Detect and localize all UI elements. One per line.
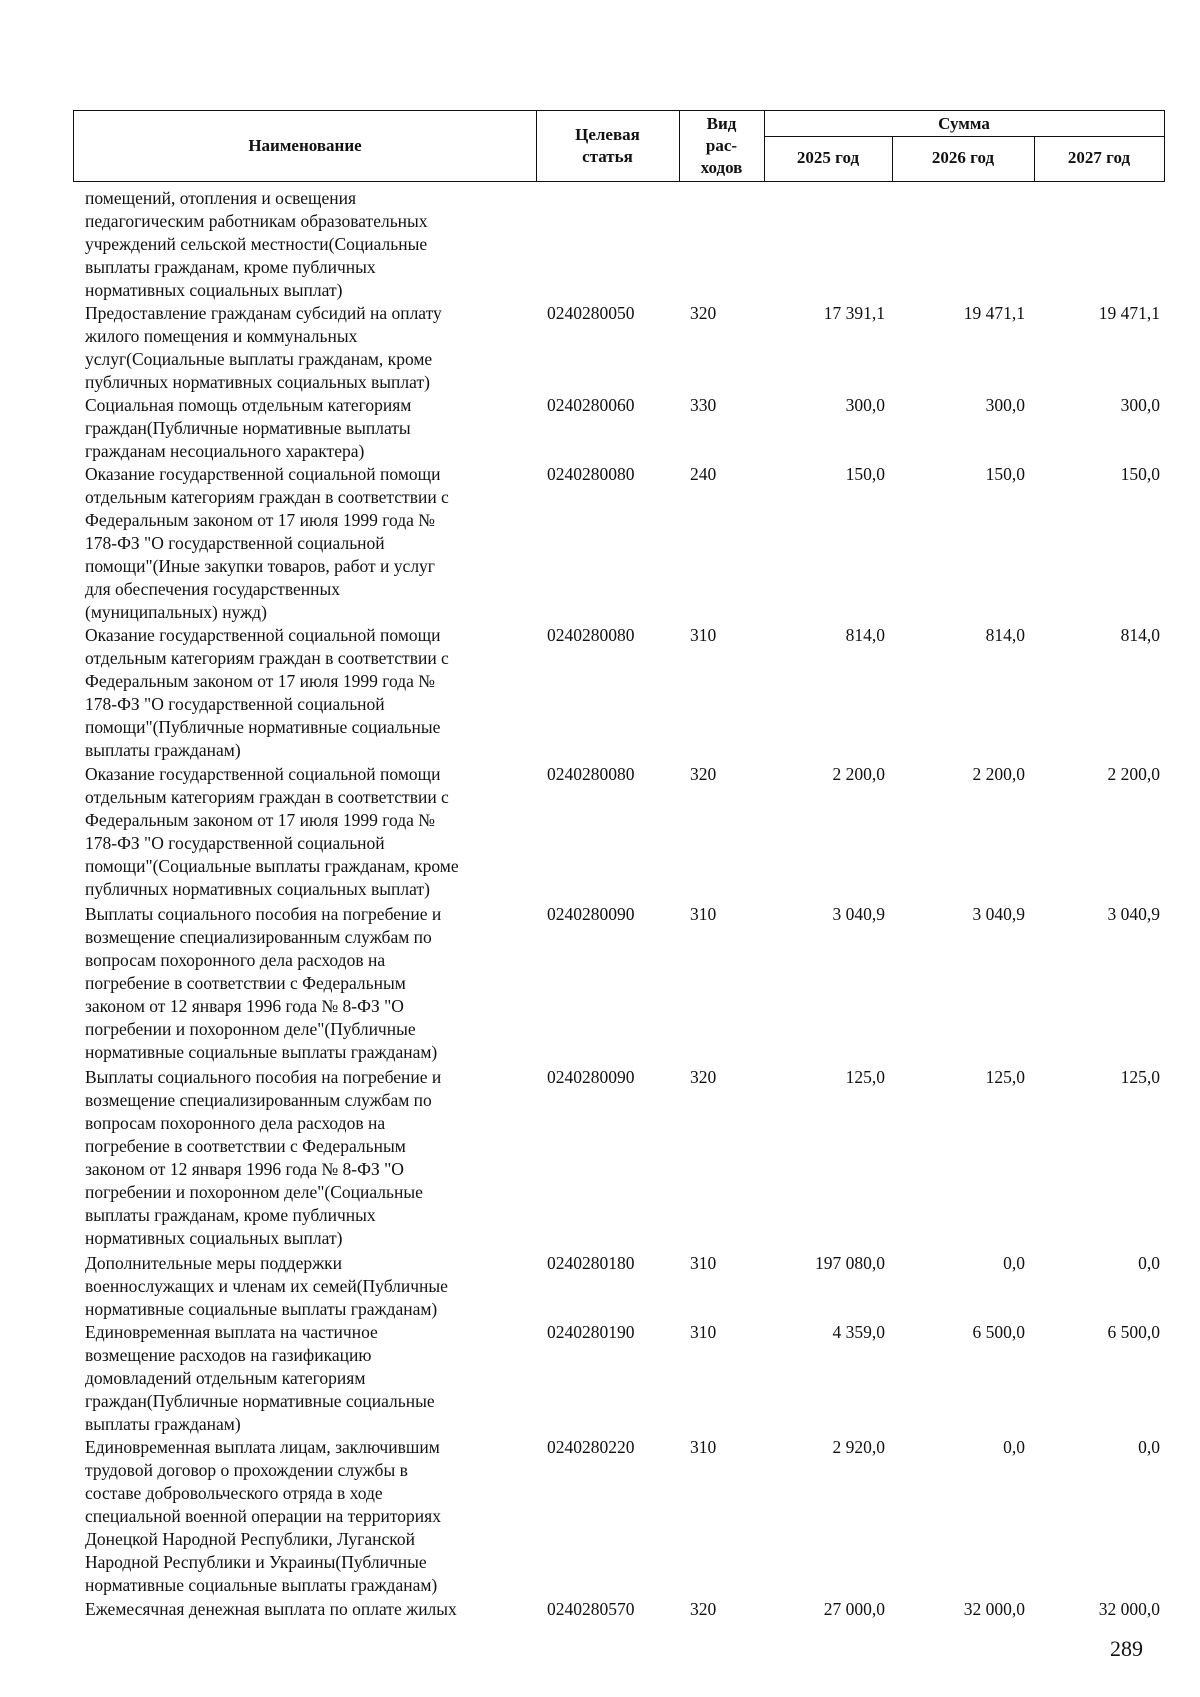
row-code: 0240280220 [547,1437,635,1457]
row-2027: 0,0 [1138,1437,1160,1457]
row-vid: 330 [690,395,717,415]
header-sum: Сумма [938,113,990,133]
table-header [73,110,1165,182]
header-2025: 2025 год [796,148,860,167]
row-2026: 3 040,9 [972,904,1025,924]
row-2026: 19 471,1 [963,303,1025,323]
row-2025: 4 359,0 [832,1322,885,1342]
row-code: 0240280090 [547,904,635,924]
header-2027: 2027 год [1067,148,1131,167]
row-2026: 2 200,0 [972,764,1025,784]
row-vid: 310 [690,1437,717,1457]
row-2027: 2 200,0 [1107,764,1160,784]
row-2027: 300,0 [1120,395,1160,415]
row-name: Оказание государственной социальной помощи отдельным категориям граждан в соответствии с Федеральным законом от 17 июля 1999 года № 178-ФЗ "О государственной социальной помощи"(Иные закупки товаров, работ и услуг для обеспечения государственных (муниципальных) нужд) [85,464,449,622]
row-vid: 320 [690,764,717,784]
row-2025: 17 391,1 [823,303,885,323]
row-vid: 320 [690,1067,717,1087]
row-code: 0240280050 [547,303,635,323]
row-name: Предоставление гражданам субсидий на оплату жилого помещения и коммунальных услуг(Социальные выплаты гражданам, кроме публичных нормативных социальных выплат) [85,303,442,392]
row-2027: 814,0 [1120,625,1160,645]
row-name: Дополнительные меры поддержки военнослужащих и членам их семей(Публичные нормативные социальные выплаты гражданам) [85,1253,448,1319]
row-name: Выплаты социального пособия на погребение и возмещение специализированным службам по вопросам похоронного дела расходов на погребение в соответствии с Федеральным законом от 12 января 1996 года № 8-ФЗ "О погребении и похоронном деле"(Публичные нормативные социальные выплаты гражданам) [85,904,442,1062]
row-2025: 3 040,9 [832,904,885,924]
row-2025: 27 000,0 [823,1599,885,1619]
header-2026: 2026 год [931,148,995,167]
row-2027: 0,0 [1138,1253,1160,1273]
row-2026: 150,0 [985,464,1025,484]
row-2026: 814,0 [985,625,1025,645]
row-2027: 19 471,1 [1098,303,1160,323]
header-code: Целевая статья [575,124,640,166]
row-2025: 2 200,0 [832,764,885,784]
row-2027: 6 500,0 [1107,1322,1160,1342]
row-2025: 2 920,0 [832,1437,885,1457]
row-vid: 310 [690,625,717,645]
row-name: Оказание государственной социальной помощи отдельным категориям граждан в соответствии с Федеральным законом от 17 июля 1999 года № 178-ФЗ "О государственной социальной помощи"(Социальные выплаты гражданам, кроме публичных нормативных социальных выплат) [85,764,459,899]
row-code: 0240280080 [547,625,635,645]
header-name: Наименование [248,135,362,155]
header-vid: Вид рас-ходов [700,113,743,177]
row-2025: 814,0 [845,625,885,645]
row-code: 0240280090 [547,1067,635,1087]
row-vid: 320 [690,303,717,323]
row-name: Социальная помощь отдельным категориям граждан(Публичные нормативные выплаты гражданам несоциального характера) [85,395,412,461]
row-name: помещений, отопления и освещения педагогическим работникам образовательных учреждений сельской местности(Социальные выплаты гражданам, кроме публичных нормативных социальных выплат) [85,188,428,300]
row-code: 0240280190 [547,1322,635,1342]
row-2025: 125,0 [845,1067,885,1087]
row-2025: 150,0 [845,464,885,484]
row-code: 0240280060 [547,395,635,415]
row-2027: 32 000,0 [1098,1599,1160,1619]
page-number: 289 [1110,1636,1143,1661]
row-name: Ежемесячная денежная выплата по оплате жилых [85,1599,457,1619]
row-vid: 310 [690,904,717,924]
row-2027: 150,0 [1120,464,1160,484]
row-vid: 320 [690,1599,717,1619]
row-vid: 310 [690,1253,717,1273]
row-2026: 300,0 [985,395,1025,415]
row-name: Оказание государственной социальной помощи отдельным категориям граждан в соответствии с Федеральным законом от 17 июля 1999 года № 178-ФЗ "О государственной социальной помощи"(Публичные нормативные социальные выплаты гражданам) [85,625,449,760]
row-code: 0240280080 [547,464,635,484]
row-2026: 125,0 [985,1067,1025,1087]
row-2025: 300,0 [845,395,885,415]
row-2026: 32 000,0 [963,1599,1025,1619]
row-code: 0240280570 [547,1599,635,1619]
row-2027: 3 040,9 [1107,904,1160,924]
row-2026: 0,0 [1003,1437,1025,1457]
row-name: Единовременная выплата на частичное возмещение расходов на газификацию домовладений отдельным категориям граждан(Публичные нормативные социальные выплаты гражданам) [85,1322,435,1434]
row-vid: 240 [690,464,717,484]
row-2026: 6 500,0 [972,1322,1025,1342]
row-2027: 125,0 [1120,1067,1160,1087]
row-code: 0240280180 [547,1253,635,1273]
row-code: 0240280080 [547,764,635,784]
row-2025: 197 080,0 [815,1253,885,1273]
row-name: Выплаты социального пособия на погребение и возмещение специализированным службам по вопросам похоронного дела расходов на погребение в соответствии с Федеральным законом от 12 января 1996 года № 8-ФЗ "О погребении и похоронном деле"(Социальные выплаты гражданам, кроме публичных нормативных социальных выплат) [85,1067,442,1248]
row-name: Единовременная выплата лицам, заключившим трудовой договор о прохождении службы в составе добровольческого отряда в ходе специальной военной операции на территориях Донецкой Народной Республики, Луганской Народной Республики и Украины(Публичные нормативные социальные выплаты гражданам) [85,1437,441,1595]
row-vid: 310 [690,1322,717,1342]
row-2026: 0,0 [1003,1253,1025,1273]
